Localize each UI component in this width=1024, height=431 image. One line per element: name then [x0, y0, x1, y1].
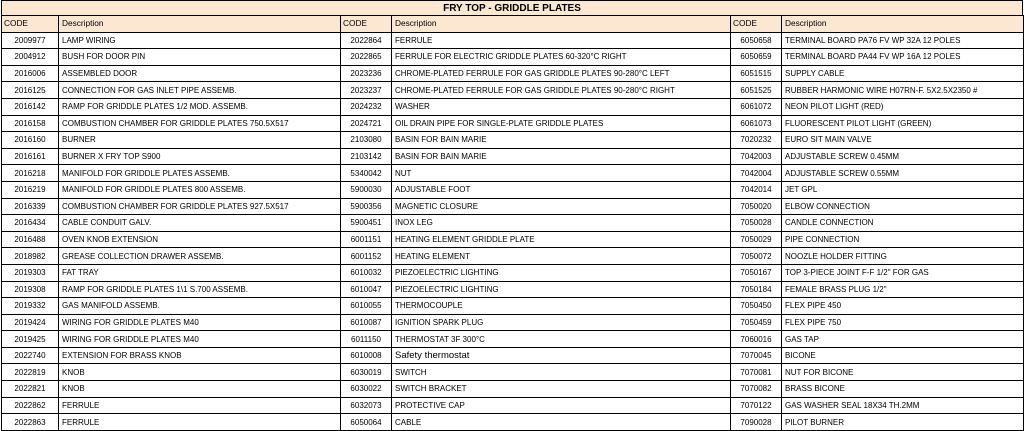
part-code: 2019332 [2, 298, 59, 315]
table-row [2, 165, 1024, 182]
part-code: 7050450 [731, 298, 782, 315]
part-description: PROTECTIVE CAP [392, 397, 731, 414]
part-code: 6011150 [341, 331, 392, 348]
part-description: NEON PILOT LIGHT (RED) [782, 98, 1024, 115]
part-description: GREASE COLLECTION DRAWER ASSEMB. [59, 248, 341, 265]
part-code: 5900451 [341, 215, 392, 232]
part-description: PIEZOELECTRIC LIGHTING [392, 281, 731, 298]
part-code: 7020232 [731, 132, 782, 149]
part-description: CONNECTION FOR GAS INLET PIPE ASSEMB. [59, 82, 341, 99]
part-description: GAS TAP [782, 331, 1024, 348]
sheet-title: FRY TOP - GRIDDLE PLATES [1, 0, 1023, 15]
part-description: TERMINAL BOARD PA76 FV WP 32A 12 POLES [782, 32, 1024, 49]
part-code: 7070081 [731, 364, 782, 381]
part-description: LAMP WIRING [59, 32, 341, 49]
part-description: OVEN KNOB EXTENSION [59, 231, 341, 248]
part-description: RUBBER HARMONIC WIRE H07RN-F. 5X2.5X2350 # [782, 82, 1024, 99]
header-code-1: CODE [2, 16, 59, 33]
part-description: GAS MANIFOLD ASSEMB. [59, 298, 341, 315]
part-description: TERMINAL BOARD PA44 FV WP 16A 12 POLES [782, 49, 1024, 66]
table-row [2, 49, 1024, 66]
part-code: 2022819 [2, 364, 59, 381]
part-description: FLEX PIPE 750 [782, 314, 1024, 331]
part-code: 7050072 [731, 248, 782, 265]
part-description: NOOZLE HOLDER FITTING [782, 248, 1024, 265]
part-code: 2016142 [2, 98, 59, 115]
part-code: 2019308 [2, 281, 59, 298]
part-description: CABLE [392, 414, 731, 431]
part-code: 6061072 [731, 98, 782, 115]
part-code: 2016161 [2, 148, 59, 165]
part-description: RAMP FOR GRIDDLE PLATES 1/2 MOD. ASSEMB. [59, 98, 341, 115]
table-row [2, 298, 1024, 315]
part-description: SWITCH BRACKET [392, 381, 731, 398]
part-description: BASIN FOR BAIN MARIE [392, 132, 731, 149]
part-description: CHROME-PLATED FERRULE FOR GAS GRIDDLE PLATES 90-280°C LEFT [392, 65, 731, 82]
part-description: OIL DRAIN PIPE FOR SINGLE-PLATE GRIDDLE PLATES [392, 115, 731, 132]
table-row [2, 115, 1024, 132]
part-code: 6010047 [341, 281, 392, 298]
header-description-1: Description [59, 16, 341, 33]
part-code: 2022863 [2, 414, 59, 431]
part-description: THERMOSTAT 3F 300°C [392, 331, 731, 348]
part-code: 2018982 [2, 248, 59, 265]
table-row [2, 181, 1024, 198]
part-description: BICONE [782, 347, 1024, 364]
part-code: 6010087 [341, 314, 392, 331]
part-description: NUT FOR BICONE [782, 364, 1024, 381]
part-code: 7042014 [731, 181, 782, 198]
part-code: 2009977 [2, 32, 59, 49]
part-description: TOP 3-PIECE JOINT F-F 1/2" FOR GAS [782, 264, 1024, 281]
part-code: 2004912 [2, 49, 59, 66]
table-row [2, 314, 1024, 331]
table-row [2, 281, 1024, 298]
part-description: SWITCH [392, 364, 731, 381]
part-code: 6051515 [731, 65, 782, 82]
table-row [2, 347, 1024, 364]
part-code: 2024721 [341, 115, 392, 132]
part-code: 6001151 [341, 231, 392, 248]
table-row [2, 132, 1024, 149]
part-description: MANIFOLD FOR GRIDDLE PLATES 800 ASSEMB. [59, 181, 341, 198]
part-description: ADJUSTABLE SCREW 0.55MM [782, 165, 1024, 182]
part-code: 7070082 [731, 381, 782, 398]
part-description: CANDLE CONNECTION [782, 215, 1024, 232]
part-code: 7050184 [731, 281, 782, 298]
part-code: 2024232 [341, 98, 392, 115]
part-code: 2016158 [2, 115, 59, 132]
part-description: CHROME-PLATED FERRULE FOR GAS GRIDDLE PLATES 90-280°C RIGHT [392, 82, 731, 99]
table-row [2, 32, 1024, 49]
part-code: 7050020 [731, 198, 782, 215]
part-code: 7050167 [731, 264, 782, 281]
part-description: ADJUSTABLE SCREW 0.45MM [782, 148, 1024, 165]
part-description: HEATING ELEMENT [392, 248, 731, 265]
part-code: 2016339 [2, 198, 59, 215]
part-code: 2022864 [341, 32, 392, 49]
part-description: Safety thermostat [392, 347, 731, 364]
part-description: FLEX PIPE 450 [782, 298, 1024, 315]
part-code: 7050028 [731, 215, 782, 232]
part-description: BRASS BICONE [782, 381, 1024, 398]
table-row [2, 148, 1024, 165]
part-description: THERMOCOUPLE [392, 298, 731, 315]
part-description: CABLE CONDUIT GALV. [59, 215, 341, 232]
part-code: 2016219 [2, 181, 59, 198]
parts-table [1, 15, 1024, 431]
part-description: GAS WASHER SEAL 18X34 TH.2MM [782, 397, 1024, 414]
part-code: 5900030 [341, 181, 392, 198]
part-code: 2023237 [341, 82, 392, 99]
part-code: 6030022 [341, 381, 392, 398]
table-row [2, 82, 1024, 99]
part-code: 7060016 [731, 331, 782, 348]
part-code: 2103142 [341, 148, 392, 165]
table-row [2, 397, 1024, 414]
part-description: ASSEMBLED DOOR [59, 65, 341, 82]
part-description: WASHER [392, 98, 731, 115]
header-code-3: CODE [731, 16, 782, 33]
table-row [2, 264, 1024, 281]
part-code: 2016006 [2, 65, 59, 82]
part-description: FERRULE FOR ELECTRIC GRIDDLE PLATES 60-320°C RIGHT [392, 49, 731, 66]
part-code: 2016488 [2, 231, 59, 248]
part-code: 2022865 [341, 49, 392, 66]
part-description: COMBUSTION CHAMBER FOR GRIDDLE PLATES 750.5X517 [59, 115, 341, 132]
part-description: ADJUSTABLE FOOT [392, 181, 731, 198]
part-code: 2019424 [2, 314, 59, 331]
part-description: ELBOW CONNECTION [782, 198, 1024, 215]
part-code: 6050658 [731, 32, 782, 49]
part-description: JET GPL [782, 181, 1024, 198]
part-code: 2022740 [2, 347, 59, 364]
table-row [2, 231, 1024, 248]
part-description: PIEZOELECTRIC LIGHTING [392, 264, 731, 281]
part-code: 6010032 [341, 264, 392, 281]
part-code: 7050029 [731, 231, 782, 248]
part-description: FLUORESCENT PILOT LIGHT (GREEN) [782, 115, 1024, 132]
part-code: 2016218 [2, 165, 59, 182]
part-code: 6061073 [731, 115, 782, 132]
part-description: KNOB [59, 364, 341, 381]
part-code: 7042004 [731, 165, 782, 182]
table-row [2, 331, 1024, 348]
header-description-2: Description [392, 16, 731, 33]
part-description: EURO SIT MAIN VALVE [782, 132, 1024, 149]
part-code: 6050659 [731, 49, 782, 66]
part-description: RAMP FOR GRIDDLE PLATES 1\1 S.700 ASSEMB. [59, 281, 341, 298]
part-description: FERRULE [392, 32, 731, 49]
part-code: 7070122 [731, 397, 782, 414]
part-code: 6030019 [341, 364, 392, 381]
part-description: MAGNETIC CLOSURE [392, 198, 731, 215]
part-description: KNOB [59, 381, 341, 398]
part-code: 7070045 [731, 347, 782, 364]
part-description: SUPPLY CABLE [782, 65, 1024, 82]
header-code-2: CODE [341, 16, 392, 33]
part-code: 2016125 [2, 82, 59, 99]
table-row [2, 198, 1024, 215]
part-code: 2016434 [2, 215, 59, 232]
table-row [2, 65, 1024, 82]
header-description-3: Description [782, 16, 1024, 33]
part-code: 5340042 [341, 165, 392, 182]
part-description: EXTENSION FOR BRASS KNOB [59, 347, 341, 364]
part-code: 6050064 [341, 414, 392, 431]
part-code: 2022862 [2, 397, 59, 414]
part-code: 6001152 [341, 248, 392, 265]
header-row [2, 16, 1024, 33]
table-row [2, 364, 1024, 381]
part-code: 7042003 [731, 148, 782, 165]
part-description: COMBUSTION CHAMBER FOR GRIDDLE PLATES 927.5X517 [59, 198, 341, 215]
part-code: 2019303 [2, 264, 59, 281]
table-row [2, 215, 1024, 232]
part-code: 2103080 [341, 132, 392, 149]
part-code: 6051525 [731, 82, 782, 99]
table-row [2, 414, 1024, 431]
part-code: 2023236 [341, 65, 392, 82]
part-code: 7090028 [731, 414, 782, 431]
part-code: 2022821 [2, 381, 59, 398]
part-description: MANIFOLD FOR GRIDDLE PLATES ASSEMB. [59, 165, 341, 182]
part-description: WIRING FOR GRIDDLE PLATES M40 [59, 314, 341, 331]
part-code: 7050459 [731, 314, 782, 331]
table-row [2, 248, 1024, 265]
table-row [2, 381, 1024, 398]
part-description: FERRULE [59, 414, 341, 431]
part-description: PIPE CONNECTION [782, 231, 1024, 248]
part-description: PILOT BURNER [782, 414, 1024, 431]
part-description: FAT TRAY [59, 264, 341, 281]
part-code: 6010055 [341, 298, 392, 315]
part-code: 6032073 [341, 397, 392, 414]
part-description: NUT [392, 165, 731, 182]
part-description: BUSH FOR DOOR PIN [59, 49, 341, 66]
table-row [2, 98, 1024, 115]
part-description: HEATING ELEMENT GRIDDLE PLATE [392, 231, 731, 248]
part-description: FEMALE BRASS PLUG 1/2" [782, 281, 1024, 298]
part-description: FERRULE [59, 397, 341, 414]
part-code: 2019425 [2, 331, 59, 348]
part-description: INOX LEG [392, 215, 731, 232]
part-description: BASIN FOR BAIN MARIE [392, 148, 731, 165]
part-description: BURNER X FRY TOP S900 [59, 148, 341, 165]
parts-sheet [1, 0, 1023, 431]
part-description: WIRING FOR GRIDDLE PLATES M40 [59, 331, 341, 348]
part-code: 6010008 [341, 347, 392, 364]
part-code: 5900356 [341, 198, 392, 215]
part-description: BURNER [59, 132, 341, 149]
part-description: IGNITION SPARK PLUG [392, 314, 731, 331]
part-code: 2016160 [2, 132, 59, 149]
